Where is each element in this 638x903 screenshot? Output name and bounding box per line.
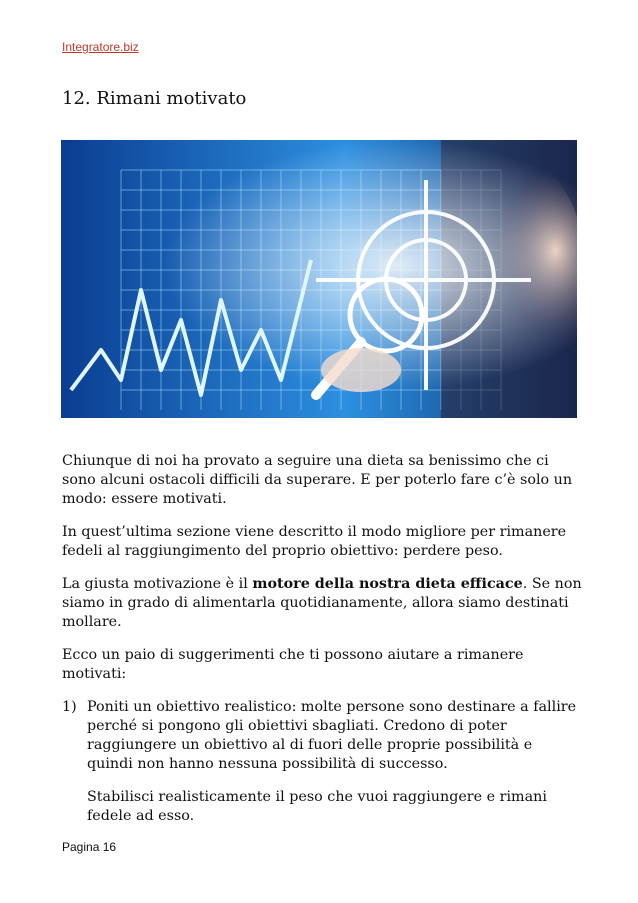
paragraph-motivation [62,575,582,632]
site-link[interactable]: Integratore.biz [62,40,139,54]
section-title: 12. Rimani motivato [62,88,247,109]
page-number: Pagina 16 [62,840,117,854]
paragraph-tips-intro: Ecco un paio di suggerimenti che ti possono aiutare a rimanere motivati: [62,647,524,682]
body-text [62,452,582,838]
paragraph-section-description: In quest’ultima sezione viene descritto il modo migliore per rimanere fedeli al raggiungimento del proprio obiettivo: perdere peso. [62,524,567,559]
list-number: 1) [62,699,77,715]
paragraph-motivation-end: . Se non siamo in grado di alimentarla quotidianamente, allora siamo destinati mollare. [62,576,582,630]
paragraph-motivation-start: La giusta motivazione è il [62,576,253,592]
list-item-subtext: Stabilisci realisticamente il peso che vuoi raggiungere e rimani fedele ad esso. [87,789,547,824]
target-crosshair-illustration [61,140,577,418]
paragraph-intro: Chiunque di noi ha provato a seguire una dieta sa benissimo che ci sono alcuni ostacoli difficili da superare. E per poterlo fare c’è solo un modo: essere motivati. [62,453,573,507]
hero-image [61,140,577,418]
list-item [62,698,582,826]
list-item-text: Poniti un obiettivo realistico: molte persone sono destinare a fallire perché si pongono gli obiettivi sbagliati. Credono di poter raggiungere un obiettivo al di fuori delle proprie possibilità e quindi non hanno nessuna possibilità di successo. [87,699,577,772]
bold-phrase: motore della nostra dieta efficace [252,576,523,592]
